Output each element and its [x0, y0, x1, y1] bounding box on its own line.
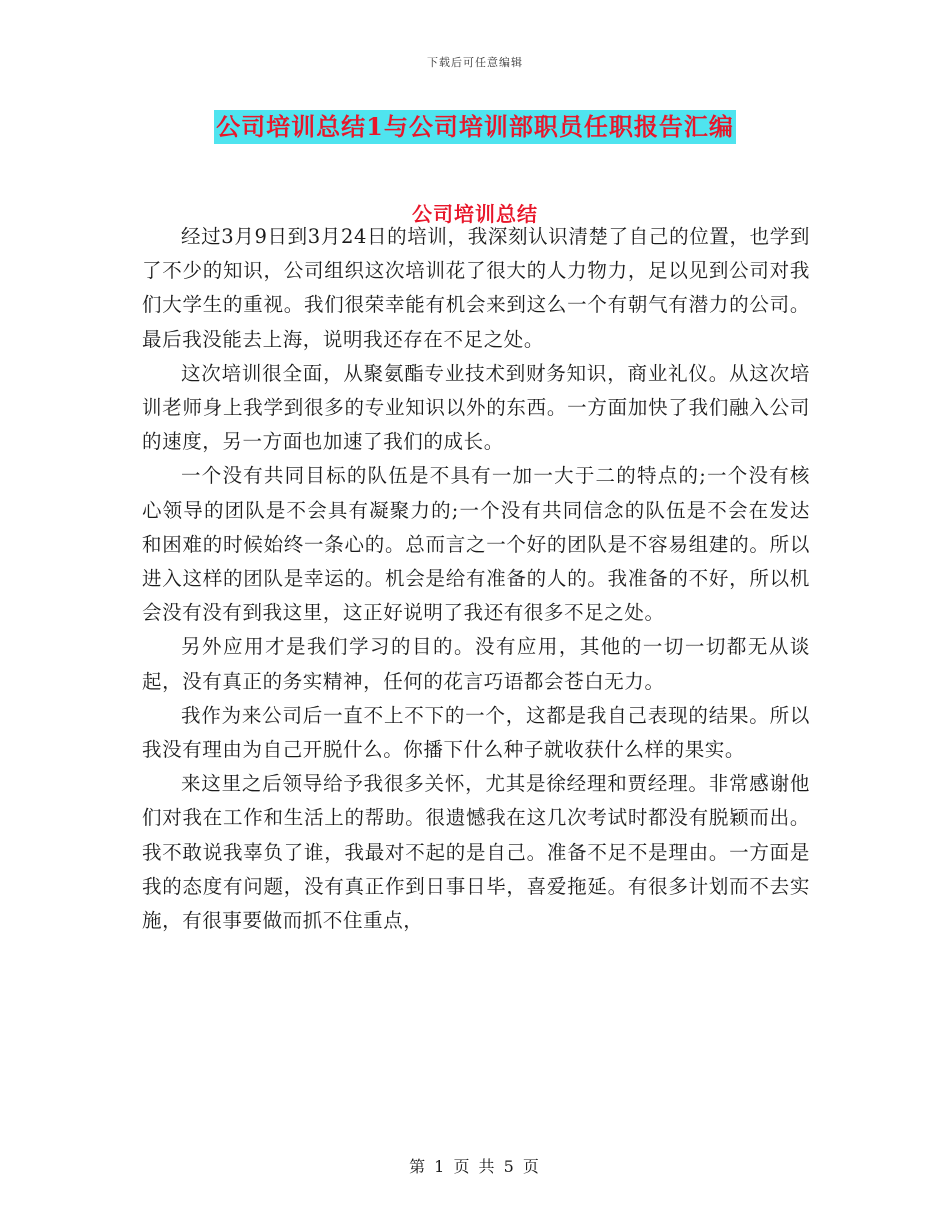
document-title: 公司培训总结1与公司培训部职员任职报告汇编 — [214, 110, 736, 144]
header-note: 下载后可任意编辑 — [427, 56, 523, 69]
paragraph: 另外应用才是我们学习的目的。没有应用，其他的一切一切都无从谈起，没有真正的务实精神，任何的花言巧语都会苍白无力。 — [142, 635, 810, 693]
paragraph: 经过3月9日到3月24日的培训，我深刻认识清楚了自己的位置，也学到了不少的知识，公司组织这次培训花了很大的人力物力，足以见到公司对我们大学生的重视。我们很荣幸能有机会来到这么一个有朝气有潜力的公司。最后我没能去上海，说明我还存在不足之处。 — [142, 225, 810, 351]
paragraph: 来这里之后领导给予我很多关怀，尤其是徐经理和贾经理。非常感谢他们对我在工作和生活上的帮助。很遗憾我在这几次考试时都没有脱颖而出。我不敢说我辜负了谁，我最对不起的是自己。准备不足不是理由。一方面是我的态度有问题，没有真正作到日事日毕，喜爱拖延。有很多计划而不去实施，有很事要做而抓不住重点， — [142, 772, 810, 933]
paragraph: 这次培训很全面，从聚氨酯专业技术到财务知识，商业礼仪。从这次培训老师身上我学到很多的专业知识以外的东西。一方面加快了我们融入公司的速度，另一方面也加速了我们的成长。 — [142, 361, 810, 454]
paragraph: 一个没有共同目标的队伍是不具有一加一大于二的特点的;一个没有核心领导的团队是不会具有凝聚力的;一个没有共同信念的队伍是不会在发达和困难的时候始终一条心的。总而言之一个好的团队是不容易组建的。所以进入这样的团队是幸运的。机会是给有准备的人的。我准备的不好，所以机会没有没有到我这里，这正好说明了我还有很多不足之处。 — [142, 464, 810, 625]
document-title-container — [0, 110, 950, 144]
page-number: 第 1 页 共 5 页 — [409, 1157, 541, 1176]
section-title: 公司培训总结 — [412, 202, 538, 226]
document-body — [142, 220, 810, 938]
paragraph: 我作为来公司后一直不上不下的一个，这都是我自己表现的结果。所以我没有理由为自己开脱什么。你播下什么种子就收获什么样的果实。 — [142, 703, 810, 762]
